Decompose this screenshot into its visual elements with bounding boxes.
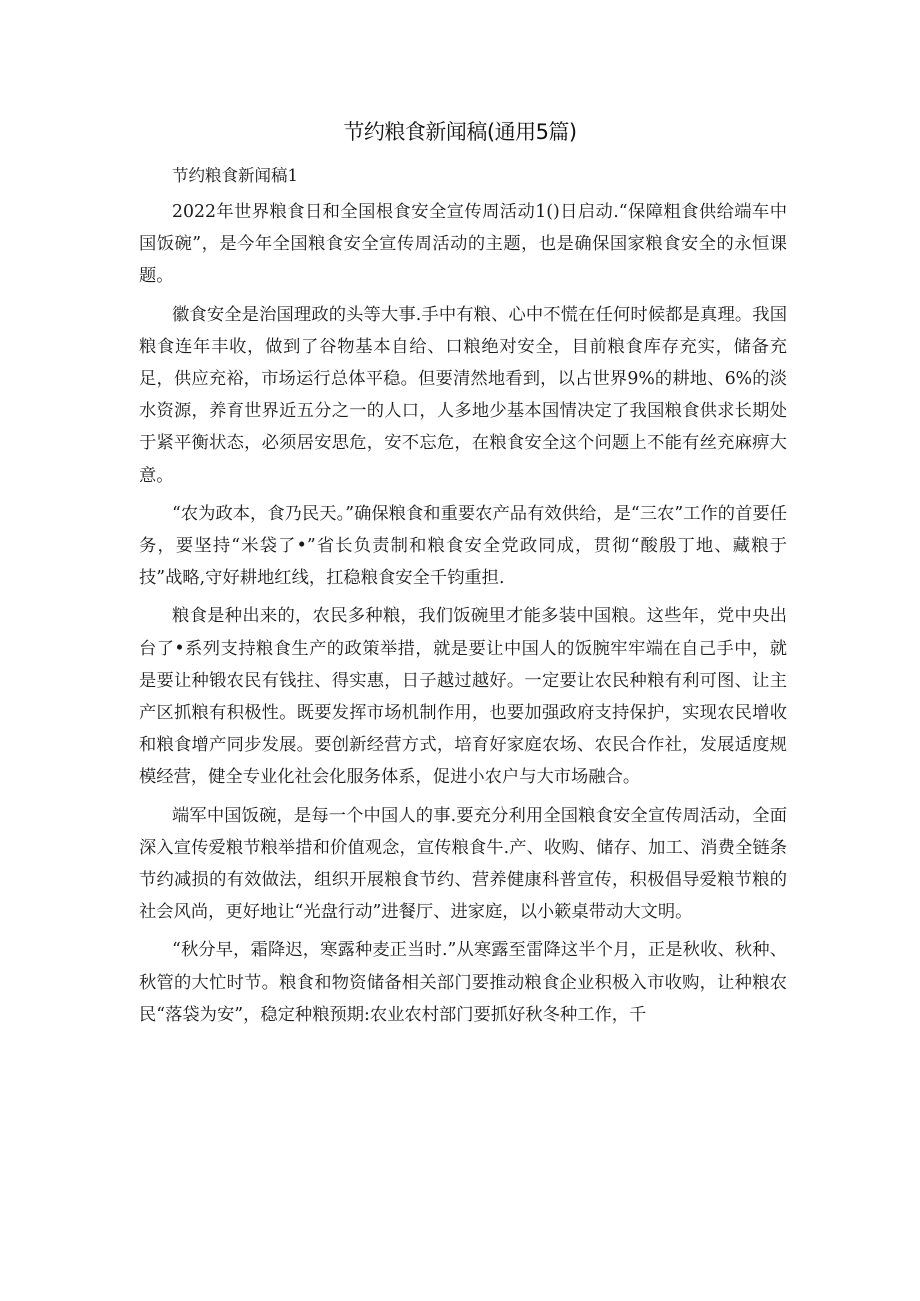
paragraph-4: 粮食是种出来的，农民多种粮，我们饭碗里才能多装中国粮。这些年，党中央出台了•系列支持粮食生产的政策举措，就是要让中国人的饭腕牢牢端在自己手中，就是要让种锻农民有钱拄、得实惠，日子越过越好。一定要让农民种粮有利可图、让主产区抓粮有积极性。既要发挥市场机制作用，也要加强政府支持保护，实现农民增收和粮食增产同步发展。要创新经营方式，培育好家庭农场、农民合作社，发展适度规模经营，健全专业化社会化服务体系，促进小农户与大市场融合。 xyxy=(139,606,787,788)
document-title: 节约粮食新闻稿(通用5篇) xyxy=(343,120,577,144)
document-body xyxy=(139,196,787,1031)
paragraph-3: “农为政本，食乃民天。”确保粮食和重要农产品有效供给，是“三农”工作的首要任务，要坚持“米袋了•”省长负责制和粮食安全党政同成，贯彻“酸殷丁地、藏粮于技”战略,守好耕地红线，扛稳粮食安全千钧重担. xyxy=(139,503,787,589)
document-subtitle: 节约粮食新闻稿1 xyxy=(172,166,298,185)
paragraph-1: 2022年世界粮食日和全国根食安全宣传周活动1()日启动.“保障粗食供给端车中国饭碗”，是今年全国粮食安全宣传周活动的主题，也是确保国家粮食安全的永恒课题。 xyxy=(139,202,787,287)
paragraph-2: 徽食安全是治国理政的头等大事.手中有粮、心中不慌在任何时候都是真理。我国粮食连年丰收，做到了谷物基本自给、口粮绝对安全，目前粮食库存充实，储备充足，供应充裕，市场运行总体平稳。但要清然地看到，以占世界9%的耕地、6%的淡水资源，养育世界近五分之一的人口，人多地少基本国情决定了我国粮食供求长期处于紧平衡状态，必须居安思危，安不忘危，在粮食安全这个问题上不能有丝充麻痹大意。 xyxy=(139,304,787,486)
paragraph-5: 端军中国饭碗，是每一个中国人的事.要充分利用全国粮食安全宣传周活动，全面深入宣传爱粮节粮举措和价值观念，宣传粮食牛.产、收购、储存、加工、消费全链条节约减损的有效做法，组织开展粮食节约、营养健康科普宣传，积极倡导爱粮节粮的社会风尚，更好地让“光盘行动”进餐厅、进家庭，以小簌桌带动大文明。 xyxy=(139,805,787,923)
paragraph-6: “秋分早，霜降迟，寒露种麦正当时.”从寒露至雷降这半个月，正是秋收、秋种、秋管的大忙时节。粮食和物资储备相关部门要推动粮食企业积极入市收购，让种粮农民“落袋为安”，稳定种粮预期:农业农村部门要抓好秋冬种工作，千 xyxy=(139,940,787,1025)
